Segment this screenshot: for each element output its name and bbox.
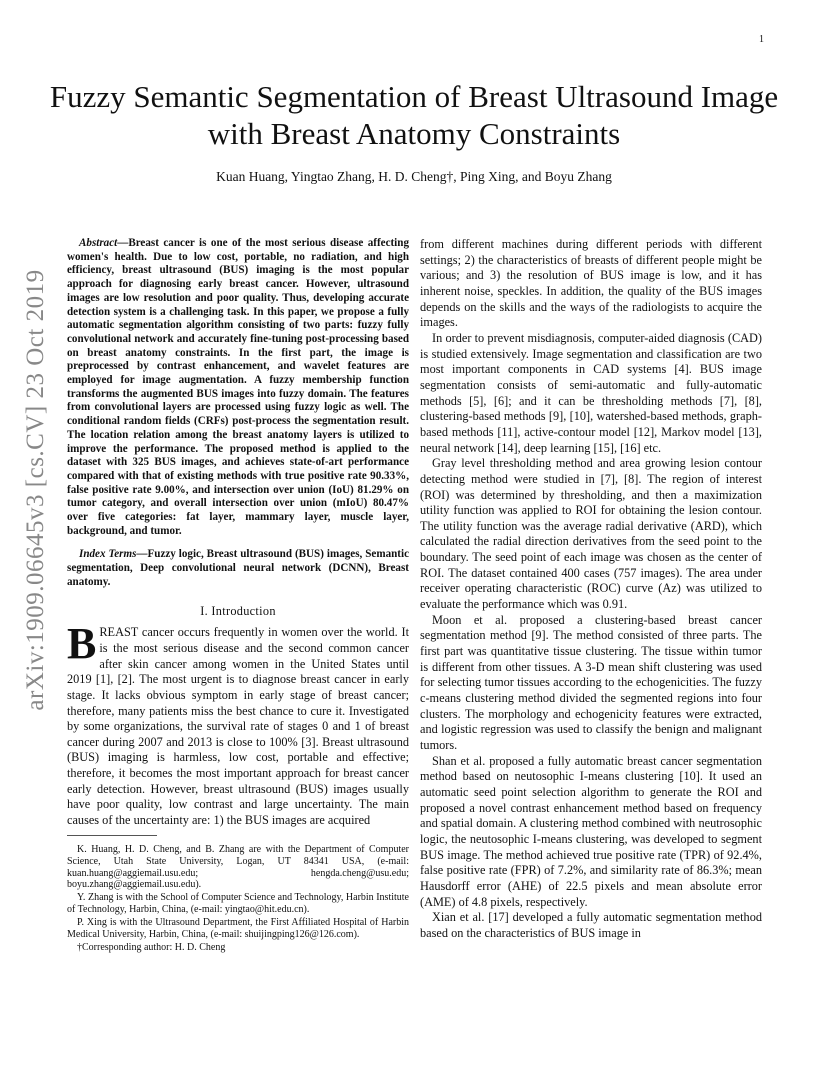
index-terms-text: —Fuzzy logic, Breast ultrasound (BUS) images, Semantic segmentation, Deep convolutional neural network (DCNN), Breast anatomy. <box>67 548 409 588</box>
footnote: P. Xing is with the Ultrasound Department, the First Affiliated Hospital of Harbin Medical University, Harbin, China, (e-mail: shuijingping126@126.com). <box>67 917 409 941</box>
section-heading-introduction: I. Introduction <box>200 603 276 618</box>
index-terms-label: Index Terms <box>79 548 137 561</box>
abstract-text: —Breast cancer is one of the most serious disease affecting women's health. Due to low cost, portable, no radiation, and high efficiency, breast ultrasound (BUS) imaging is the most popular approach for diagnosing early breast cancer. However, ultrasound images are low resolution and poor quality. Thus, developing accurate detection system is a challenging task. In this paper, we propose a fully automatic segmentation algorithm consisting of two parts: fuzzy fully convolutional network and accurately fine-tuning post-processing based on breast anatomy constraints. In the first part, the image is preprocessed by contrast enhancement, and wavelet features are employed for image augmentation. A fuzzy membership function transforms the augmented BUS images into fuzzy domain. The features from convolutional layers are processed using fuzzy logic as well. The conditional random fields (CRFs) post-process the segmentation result. The location relation among the breast anatomy layers is utilized to improve the performance. The proposed method is applied to the dataset with 325 BUS images, and achieves state-of-art performance compared with that of existing methods with true positive rate 90.33%, false positive rate 9.00%, and intersection over union (IoU) 81.29% on tumor category, and overall intersection over union (mIoU) 80.47% over five categories: fat layer, mammary layer, muscle layer, background, and tumor. <box>67 237 409 537</box>
intro-paragraph-text: REAST cancer occurs frequently in women over the world. It is the most serious disease and the second common cancer after skin cancer among women in the United States until 2019 [1], [2]. The most urgent is to diagnose breast cancer in early stage. It lacks obvious symptom in early stage of breast cancer; therefore, many patients miss the best chance to cure it. Investigated by some organizations, the survival rate of stages 0 and 1 of breast cancer during 2007 and 2013 is close to 100% [3]. Breast ultrasound (BUS) imaging is harmless, low cost, portable and effective; therefore, it becomes the most important approach for breast cancer early detection. However, breast ultrasound (BUS) images usually have poor quality, low contrast and large uncertainty. The main causes of the uncertainty are: 1) the BUS images are acquired <box>67 625 409 828</box>
body-paragraph: Xian et al. [17] developed a fully automatic segmentation method based on the characteristics of BUS image in <box>420 910 762 940</box>
right-column <box>420 237 762 942</box>
index-terms <box>67 548 409 589</box>
abstract <box>67 237 409 538</box>
author-list: Kuan Huang, Yingtao Zhang, H. D. Cheng†, Ping Xing, and Boyu Zhang <box>216 169 612 184</box>
body-paragraph: from different machines during different periods with different settings; 2) the characteristics of breasts of different people might be various; and 3) the resolution of BUS image is low, and it has inherent noise, speckles. In addition, the quality of the BUS images depends on the skills and the ways of the radiologists to acquire the images. <box>420 237 762 330</box>
footnote: Y. Zhang is with the School of Computer Science and Technology, Harbin Institute of Technology, Harbin, China, (e-mail: yingtao@hit.edu.cn). <box>67 892 409 916</box>
left-column <box>67 237 409 955</box>
footnote: †Corresponding author: H. D. Cheng <box>77 942 226 954</box>
paper-title: Fuzzy Semantic Segmentation of Breast Ultrasound Image with Breast Anatomy Constraints <box>49 79 779 151</box>
footnote-rule <box>67 835 157 836</box>
page-number: 1 <box>759 34 764 45</box>
body-paragraph: Moon et al. proposed a clustering-based breast cancer segmentation method [9]. The method consisted of three parts. The first part was quantitative tissue clustering. The tissue within tumor is different from other tissues. A 3-D mean shift clustering was used for selecting tumor tissues according to the echogenicities. The fuzzy c-means clustering method divided the segmented regions into four clusters. The morphology and echogenicity features were extracted, and logistic regression was used to classify the benign and malignant tumors. <box>420 612 762 752</box>
arxiv-identifier: arXiv:1909.06645v3 [cs.CV] 23 Oct 2019 <box>22 269 49 711</box>
body-paragraph: Shan et al. proposed a fully automatic breast cancer segmentation method based on neutosophic I-means clustering [10]. It used an automatic seed point selection algorithm to generate the ROI and proposed a novel contrast enhancement method based on frequency and spatial domain. A clustering method combined with neutrosophic logic, the neutosophic I-means clustering, was developed to segment BUS image. The method achieved true positive rate (TPR) of 92.4%, false positive rate (FPR) of 7.2%, and similarity rate of 86.3%; mean Hausdorff error (AHE) of 22.5 pixels and mean absolute error (AME) of 4.8 pixels, respectively. <box>420 753 762 909</box>
body-paragraph: In order to prevent misdiagnosis, computer-aided diagnosis (CAD) is studied extensively. Image segmentation and classification are two most important components in CAD systems [4]. BUS image segmentation consists of semi-automatic and fully-automatic methods [5], [6]; and it can be thresholding methods [7], [8], clustering-based methods [9], [10], watershed-based methods, graph-based methods [11], active-contour model [12], Markov model [13], neural network [14], deep learning [15], [16] etc. <box>420 330 762 455</box>
intro-paragraph <box>67 619 409 829</box>
arxiv-side-stamp <box>14 269 58 711</box>
body-paragraph: Gray level thresholding method and area growing lesion contour detecting method were studied in [7], [8]. The region of interest (ROI) was determined by thresholding, and then a maximization utility function was applied to ROI for obtaining the lesion contour. The utility function was the average radial derivative (ARD), which calculated the radial direction derivatives from the seed point to the boundary. The seed point of each image was chosen as the center of ROI. The dataset contained 400 cases (757 images). The area under receiver operating characteristic (ROC) curve (Az) was utilized to evaluate the performance which was 0.91. <box>420 456 762 612</box>
drop-cap: B <box>67 619 97 669</box>
footnotes <box>67 844 409 954</box>
abstract-label: Abstract <box>79 237 118 249</box>
footnote: K. Huang, H. D. Cheng, and B. Zhang are with the Department of Computer Science, Utah State University, Logan, UT 84341 USA, (e-mail: kuan.huang@aggiemail.usu.edu; hengda.cheng@usu.edu; boyu.zhang@aggiemail.usu.edu). <box>67 843 409 891</box>
